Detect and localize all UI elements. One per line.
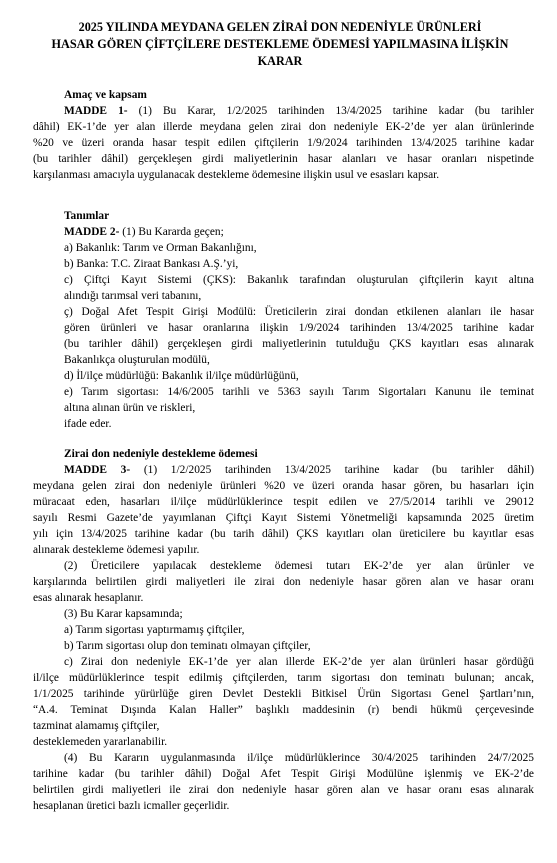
definition-c: c) Çiftçi Kayıt Sistemi (ÇKS): Bakanlık tarafından oluşturulan çiftçilerin kayıt altına	[64, 274, 534, 286]
paragraph-line: MADDE 1- (1) Bu Karar, 1/2/2025 tarihinden 13/4/2025 tarihine kadar (bu tarihler	[64, 105, 534, 117]
paragraph-line: MADDE 3- (1) 1/2/2025 tarihinden 13/4/2025 tarihine kadar (bu tarihler dâhil)	[64, 464, 534, 476]
title-line-2: HASAR GÖREN ÇİFTÇİLERE DESTEKLEME ÖDEMESİ YAPILMASINA İLİŞKİN	[51, 37, 509, 51]
section-zirai-don	[33, 446, 534, 814]
paragraph-3-c-body: il/ilçe müdürlüklerince tespit edilmiş çiftçilerden, tarım sigortası don teminatı bulunan; ancak, 1/1/2025 tarihinde yürürlüğe giren Devlet Destekli Bitkisel Ürün Sigortası Genel Şartları’nın, “A.4. Teminat Dışında Kalan Haller” başlıklı maddesinin (r) bendi hükmü çerçevesinde tazminat alamamış çiftçiler, desteklemeden yararlanabilir.	[33, 672, 534, 748]
definition-cc: ç) Doğal Afet Tespit Girişi Modülü: Üreticilerin zirai dondan etkilenen alanları ile hasar	[64, 306, 534, 318]
paragraph-line: dâhil) EK-1’de yer alan illerde meydana gelen zirai don nedeniyle EK-2’de yer alan ürünlerinde	[33, 121, 534, 133]
definition-a: a) Bakanlık: Tarım ve Orman Bakanlığını,	[64, 242, 257, 254]
title-line-1: 2025 YILINDA MEYDANA GELEN ZİRAİ DON NEDENİYLE ÜRÜNLERİ	[78, 20, 482, 34]
paragraph-line: MADDE 2- (1) Bu Kararda geçen;	[64, 226, 224, 238]
definition-cc-cont: Bakanlıkça oluşturulan modülü,	[64, 354, 210, 366]
paragraph-4-body: tarihine kadar (bu tarihler dâhil) Doğal Afet Tespit Girişi Modülüne işlenmiş ve EK-2’de belirtilen girdi maliyetleri ile zirai don nedeniyle hasar gören alan ve hasar oranı esas alınarak hesaplanan üretici bazlı icmaller geçerlidir.	[33, 768, 534, 812]
paragraph-3: (3) Bu Karar kapsamında;	[64, 608, 183, 620]
definition-b: b) Banka: T.C. Ziraat Bankası A.Ş.’yi,	[64, 258, 239, 270]
document-title	[20, 19, 540, 70]
definition-cc-cont: gören ürünleri ve hasar oranlarına ilişkin 1/9/2024 tarihinden 13/4/2025 tarihine kadar	[64, 322, 534, 334]
paragraph-4: (4) Bu Kararın uygulanmasında il/ilçe müdürlüklerince 30/4/2025 tarihinden 24/7/2025	[64, 752, 534, 764]
section-heading: Zirai don nedeniyle destekleme ödemesi	[64, 448, 258, 460]
section-tanimlar	[64, 208, 534, 432]
definition-e: e) Tarım sigortası: 14/6/2005 tarihli ve 5363 sayılı Tarım Sigortaları Kanunu ile teminat	[64, 386, 534, 398]
definition-e-cont: altına alınan ürün ve riskleri,	[64, 402, 196, 414]
paragraph-1-body: meydana gelen zirai don nedeniyle ürünleri %20 ve üzeri oranda hasar gören, bu hasarları için müracaat eden, hasarları il/ilçe müdürlüklerince tespit edilen ve 27/5/2014 tarihli ve 29012 sayılı Resmi Gazete’de yayımlanan Çiftçi Kayıt Sistemi Yönetmeliği kapsamında 2025 üretim yılı için 13/4/2025 tarihine kadar (bu tarih dâhil) ÇKS kayıtları olan üreticilere bu kayıtlar esas alınarak destekleme ödemesi yapılır.	[33, 480, 534, 556]
paragraph-3-c: c) Zirai don nedeniyle EK-1’de yer alan illerde EK-2’de yer alan ürünleri hasar gördüğü	[64, 656, 534, 668]
section-heading: Tanımlar	[64, 210, 110, 222]
article-number: MADDE 3-	[64, 464, 131, 476]
article-number: MADDE 2-	[64, 226, 120, 238]
paragraph-3-b: b) Tarım sigortası olup don teminatı olmayan çiftçiler,	[64, 640, 311, 652]
paragraph-line: %20 ve üzeri oranda hasar tespit edilen çiftçilerin 1/9/2024 tarihinden 13/4/2025 tarihine kadar	[33, 137, 534, 149]
title-line-3: KARAR	[257, 54, 303, 68]
definition-closing: ifade eder.	[64, 418, 112, 430]
section-amac-ve-kapsam	[33, 87, 534, 183]
definition-c-cont: alındığı tarımsal veri tabanını,	[64, 290, 202, 302]
paragraph-2-body: karşılarında belirtilen girdi maliyetleri ile zirai don nedeniyle hasar gören alan ve hasar oranı esas alınarak hesaplanır.	[33, 576, 534, 604]
paragraph-3-a: a) Tarım sigortası yaptırmamış çiftçiler,	[64, 624, 245, 636]
paragraph-line: karşılanması amacıyla uygulanacak destekleme ödemesine ilişkin usul ve esasları kapsar.	[33, 169, 440, 181]
definition-cc-cont: (bu tarihler dâhil) gerçekleşen girdi maliyetlerinin tutulduğu ÇKS kayıtları esas alınarak	[64, 338, 534, 350]
section-heading: Amaç ve kapsam	[64, 89, 147, 101]
paragraph-line: (bu tarihler dâhil) gerçekleşen girdi maliyetlerinin hasar alanları ve hasar oranları nispetinde	[33, 153, 534, 165]
definition-d: d) İl/ilçe müdürlüğü: Bakanlık il/ilçe müdürlüğünü,	[64, 370, 299, 382]
paragraph-2: (2) Üreticilere yapılacak destekleme ödemesi tutarı EK-2’de yer alan ürünler ve	[64, 560, 534, 572]
article-number: MADDE 1-	[64, 105, 128, 117]
paragraph-body	[33, 119, 534, 183]
